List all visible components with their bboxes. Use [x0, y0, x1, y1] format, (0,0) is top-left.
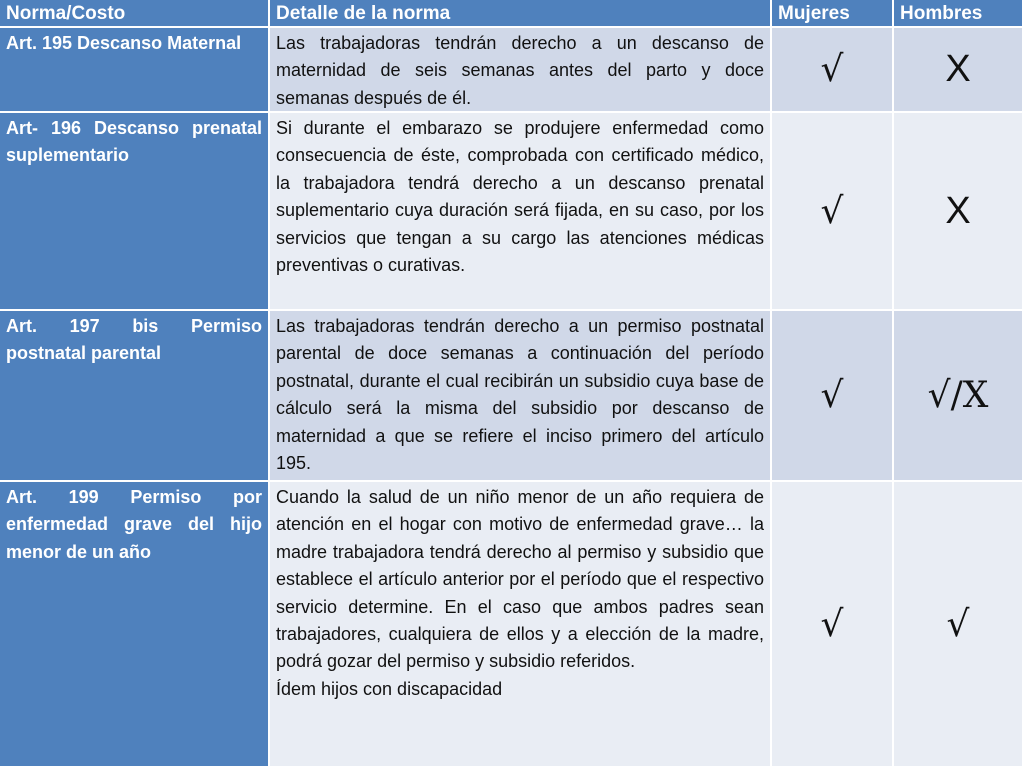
header-hombres: Hombres: [894, 0, 1024, 28]
row-2-hombres-mark: X: [894, 113, 1024, 311]
row-4-detalle-text: Cuando la salud de un niño menor de un año requiera de atención en el hogar con motivo de enfermedad grave… la madre trabajadora tendrá derecho al permiso y subsidio que establece el artículo anterior por el período que el respectivo servicio determine. En el caso que ambos padres sean trabajadores, cualquiera de ellos y a elección de la madre, podrá gozar del permiso y subsidio referidos.: [276, 487, 764, 672]
header-detalle: Detalle de la norma: [270, 0, 772, 28]
row-3-hombres-mark: √/X: [894, 311, 1024, 482]
row-2-norma: Art- 196 Descanso prenatal suplementario: [0, 113, 270, 311]
row-1-mujeres-check: √: [772, 28, 894, 113]
row-2-detalle: Si durante el embarazo se produjere enfermedad como consecuencia de éste, comprobada con certificado médico, la trabajadora tendrá derecho a un descanso prenatal suplementario cuya duración será fijada, en su caso, por los servicios que tengan a su cargo las atenciones médicas preventivas o curativas.: [270, 113, 772, 311]
row-3-detalle: Las trabajadoras tendrán derecho a un permiso postnatal parental de doce semanas a continuación del período postnatal, durante el cual recibirán un subsidio cuya base de cálculo será la misma del subsidio por descanso de maternidad a que se refiere el inciso primero del artículo 195.: [270, 311, 772, 482]
row-1-detalle: Las trabajadoras tendrán derecho a un descanso de maternidad de seis semanas antes del parto y doce semanas después de él.: [270, 28, 772, 113]
row-3-mujeres-check: √: [772, 311, 894, 482]
row-2-mujeres-check: √: [772, 113, 894, 311]
row-4-mujeres-check: √: [772, 482, 894, 768]
row-4-detalle-extra: Ídem hijos con discapacidad: [276, 678, 503, 699]
row-4-hombres-check: √: [894, 482, 1024, 768]
row-1-norma: Art. 195 Descanso Maternal: [0, 28, 270, 113]
row-4-detalle: [270, 482, 772, 768]
row-1-hombres-mark: X: [894, 28, 1024, 113]
header-norma: Norma/Costo: [0, 0, 270, 28]
row-3-norma: Art. 197 bis Permiso postnatal parental: [0, 311, 270, 482]
row-4-norma: Art. 199 Permiso por enfermedad grave del hijo menor de un año: [0, 482, 270, 768]
header-mujeres: Mujeres: [772, 0, 894, 28]
